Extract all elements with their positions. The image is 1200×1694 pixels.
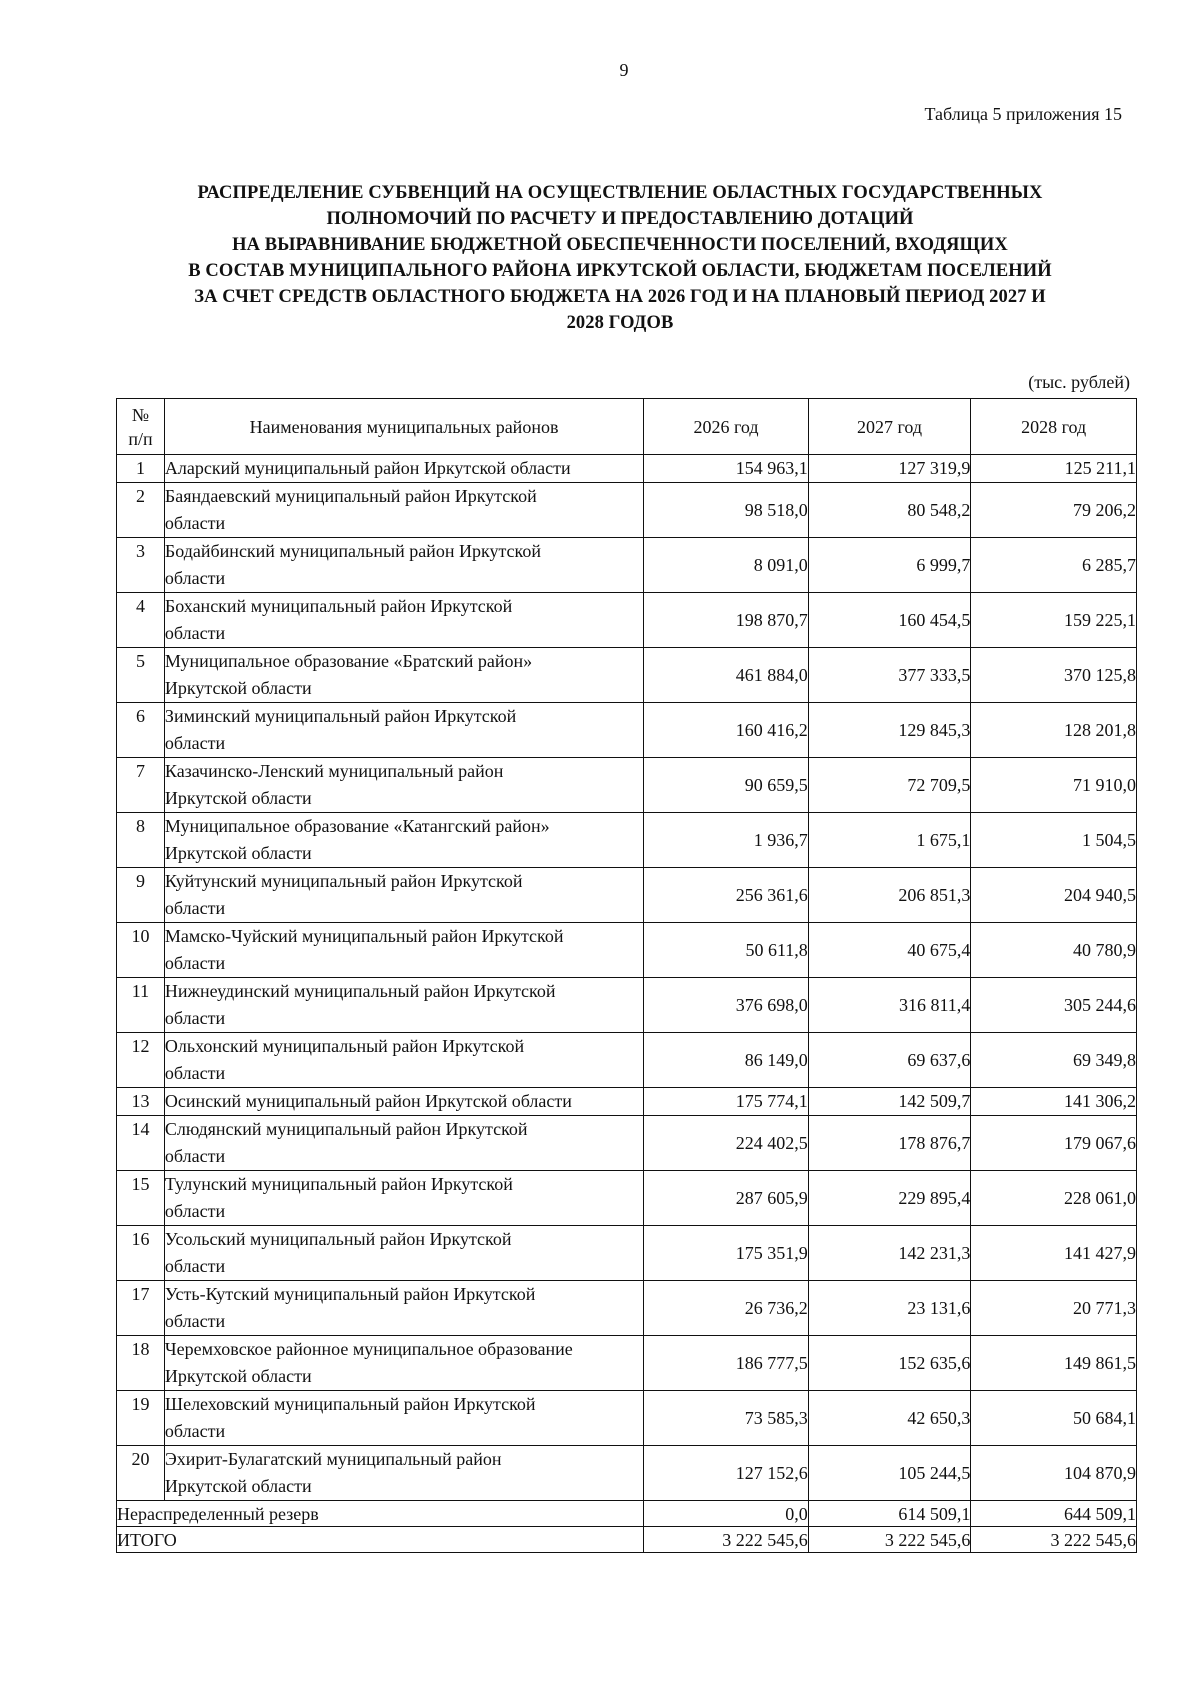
district-name (164, 455, 643, 483)
district-name-line2: области (164, 513, 226, 533)
district-name-line2: области (164, 733, 226, 753)
value-2027: 229 895,4 (808, 1171, 971, 1226)
value-2027: 127 319,9 (808, 455, 971, 483)
district-name (164, 648, 643, 703)
row-number: 19 (117, 1391, 165, 1446)
row-number: 7 (117, 758, 165, 813)
value-2028: 50 684,1 (971, 1391, 1137, 1446)
title-line: НА ВЫРАВНИВАНИЕ БЮДЖЕТНОЙ ОБЕСПЕЧЕННОСТИ ПОСЕЛЕНИЙ, ВХОДЯЩИХ (232, 235, 1008, 255)
value-2028: 228 061,0 (971, 1171, 1137, 1226)
value-2028: 1 504,5 (971, 813, 1137, 868)
header-2028: 2028 год (971, 399, 1137, 455)
row-number: 10 (117, 923, 165, 978)
district-name-line1: Зиминский муниципальный район Иркутской (164, 706, 517, 726)
value-2028: 179 067,6 (971, 1116, 1137, 1171)
table-row (117, 538, 1137, 593)
subvention-table (116, 398, 1137, 1553)
table-row (117, 593, 1137, 648)
district-name-line2: Иркутской области (164, 1476, 312, 1496)
value-2026: 127 152,6 (644, 1446, 809, 1501)
district-name (164, 1281, 643, 1336)
value-2028: 6 285,7 (971, 538, 1137, 593)
row-number: 15 (117, 1171, 165, 1226)
value-2028: 128 201,8 (971, 703, 1137, 758)
reserve-label: Нераспределенный резерв (117, 1501, 644, 1527)
table-row (117, 483, 1137, 538)
district-name-line1: Бодайбинский муниципальный район Иркутской (164, 541, 541, 561)
value-2026: 198 870,7 (644, 593, 809, 648)
district-name-line2: Иркутской области (164, 678, 312, 698)
total-2028: 3 222 545,6 (971, 1527, 1137, 1553)
header-num-symbol: № (131, 404, 150, 425)
district-name (164, 1446, 643, 1501)
value-2027: 72 709,5 (808, 758, 971, 813)
district-name-line2: области (164, 1146, 226, 1166)
value-2026: 86 149,0 (644, 1033, 809, 1088)
value-2028: 159 225,1 (971, 593, 1137, 648)
reserve-2028: 644 509,1 (971, 1501, 1137, 1527)
table-row (117, 703, 1137, 758)
table-row (117, 758, 1137, 813)
district-name-line2: Иркутской области (164, 788, 312, 808)
row-number: 2 (117, 483, 165, 538)
row-number: 8 (117, 813, 165, 868)
value-2026: 186 777,5 (644, 1336, 809, 1391)
value-2028: 204 940,5 (971, 868, 1137, 923)
district-name-line1: Слюдянский муниципальный район Иркутской (164, 1119, 528, 1139)
row-number: 3 (117, 538, 165, 593)
table-row (117, 813, 1137, 868)
district-name (164, 923, 643, 978)
district-name-line1: Черемховское районное муниципальное образование (164, 1339, 573, 1359)
value-2027: 129 845,3 (808, 703, 971, 758)
value-2027: 316 811,4 (808, 978, 971, 1033)
value-2028: 305 244,6 (971, 978, 1137, 1033)
district-name (164, 813, 643, 868)
district-name-line2: области (164, 1421, 226, 1441)
district-name-line1: Муниципальное образование «Братский район» (164, 651, 533, 671)
value-2027: 152 635,6 (808, 1336, 971, 1391)
value-2028: 104 870,9 (971, 1446, 1137, 1501)
value-2027: 1 675,1 (808, 813, 971, 868)
table-row (117, 1446, 1137, 1501)
row-number: 11 (117, 978, 165, 1033)
value-2028: 370 125,8 (971, 648, 1137, 703)
table-reference: Таблица 5 приложения 15 (924, 104, 1122, 124)
value-2027: 6 999,7 (808, 538, 971, 593)
row-number: 6 (117, 703, 165, 758)
value-2028: 125 211,1 (971, 455, 1137, 483)
district-name-line1: Усть-Кутский муниципальный район Иркутской (164, 1284, 536, 1304)
value-2026: 175 774,1 (644, 1088, 809, 1116)
district-name-line1: Мамско-Чуйский муниципальный район Иркутской (164, 926, 564, 946)
units-label: (тыс. рублей) (1028, 372, 1130, 392)
value-2027: 80 548,2 (808, 483, 971, 538)
district-name-line2: области (164, 623, 226, 643)
total-2026: 3 222 545,6 (644, 1527, 809, 1553)
reserve-row (117, 1501, 1137, 1527)
row-number: 20 (117, 1446, 165, 1501)
district-name-line1: Муниципальное образование «Катангский район» (164, 816, 550, 836)
district-name-line1: Аларский муниципальный район Иркутской области (164, 458, 571, 478)
row-number: 9 (117, 868, 165, 923)
district-name-line2: области (164, 1008, 226, 1028)
district-name (164, 1336, 643, 1391)
value-2026: 26 736,2 (644, 1281, 809, 1336)
header-num-abbr: п/п (128, 428, 153, 449)
district-name-line2: Иркутской области (164, 1366, 312, 1386)
district-name (164, 538, 643, 593)
district-name-line1: Боханский муниципальный район Иркутской (164, 596, 513, 616)
value-2028: 141 427,9 (971, 1226, 1137, 1281)
district-name (164, 1088, 643, 1116)
district-name-line2: области (164, 1063, 226, 1083)
table-row (117, 1281, 1137, 1336)
value-2028: 40 780,9 (971, 923, 1137, 978)
table-row (117, 1033, 1137, 1088)
row-number: 13 (117, 1088, 165, 1116)
value-2028: 20 771,3 (971, 1281, 1137, 1336)
reserve-2026: 0,0 (644, 1501, 809, 1527)
header-2026: 2026 год (644, 399, 809, 455)
district-name (164, 483, 643, 538)
header-2027: 2027 год (808, 399, 971, 455)
district-name-line2: области (164, 953, 226, 973)
value-2026: 224 402,5 (644, 1116, 809, 1171)
district-name-line1: Нижнеудинский муниципальный район Иркутской (164, 981, 556, 1001)
title-line: ПОЛНОМОЧИЙ ПО РАСЧЕТУ И ПРЕДОСТАВЛЕНИЮ ДОТАЦИЙ (326, 209, 914, 229)
title-line: РАСПРЕДЕЛЕНИЕ СУБВЕНЦИЙ НА ОСУЩЕСТВЛЕНИЕ ОБЛАСТНЫХ ГОСУДАРСТВЕННЫХ (197, 183, 1043, 203)
value-2028: 79 206,2 (971, 483, 1137, 538)
value-2026: 376 698,0 (644, 978, 809, 1033)
table-row (117, 648, 1137, 703)
document-title (110, 180, 1130, 336)
value-2026: 175 351,9 (644, 1226, 809, 1281)
value-2026: 8 091,0 (644, 538, 809, 593)
value-2028: 149 861,5 (971, 1336, 1137, 1391)
value-2027: 69 637,6 (808, 1033, 971, 1088)
district-name-line2: области (164, 898, 226, 918)
table-row (117, 868, 1137, 923)
title-line: В СОСТАВ МУНИЦИПАЛЬНОГО РАЙОНА ИРКУТСКОЙ ОБЛАСТИ, БЮДЖЕТАМ ПОСЕЛЕНИЙ (188, 261, 1052, 281)
row-number: 16 (117, 1226, 165, 1281)
row-number: 18 (117, 1336, 165, 1391)
district-name-line1: Казачинско-Ленский муниципальный район (164, 761, 504, 781)
row-number: 5 (117, 648, 165, 703)
value-2026: 160 416,2 (644, 703, 809, 758)
value-2028: 71 910,0 (971, 758, 1137, 813)
value-2027: 178 876,7 (808, 1116, 971, 1171)
total-row (117, 1527, 1137, 1553)
district-name-line2: Иркутской области (164, 843, 312, 863)
value-2027: 160 454,5 (808, 593, 971, 648)
value-2027: 206 851,3 (808, 868, 971, 923)
value-2026: 73 585,3 (644, 1391, 809, 1446)
district-name (164, 593, 643, 648)
value-2027: 142 509,7 (808, 1088, 971, 1116)
district-name (164, 758, 643, 813)
reserve-2027: 614 509,1 (808, 1501, 971, 1527)
header-num (117, 399, 165, 455)
table-row (117, 1336, 1137, 1391)
title-line: ЗА СЧЕТ СРЕДСТВ ОБЛАСТНОГО БЮДЖЕТА НА 2026 ГОД И НА ПЛАНОВЫЙ ПЕРИОД 2027 И (194, 287, 1046, 307)
row-number: 14 (117, 1116, 165, 1171)
district-name-line2: области (164, 1256, 226, 1276)
district-name (164, 978, 643, 1033)
district-name (164, 868, 643, 923)
value-2026: 98 518,0 (644, 483, 809, 538)
value-2026: 287 605,9 (644, 1171, 809, 1226)
value-2026: 90 659,5 (644, 758, 809, 813)
district-name (164, 1171, 643, 1226)
district-name-line1: Усольский муниципальный район Иркутской (164, 1229, 512, 1249)
table-row (117, 1171, 1137, 1226)
district-name (164, 1116, 643, 1171)
district-name-line1: Осинский муниципальный район Иркутской области (164, 1091, 572, 1111)
value-2026: 1 936,7 (644, 813, 809, 868)
value-2027: 105 244,5 (808, 1446, 971, 1501)
value-2027: 23 131,6 (808, 1281, 971, 1336)
value-2027: 42 650,3 (808, 1391, 971, 1446)
total-label: ИТОГО (117, 1527, 644, 1553)
district-name-line1: Баяндаевский муниципальный район Иркутской (164, 486, 537, 506)
district-name (164, 1391, 643, 1446)
table-row (117, 1391, 1137, 1446)
row-number: 17 (117, 1281, 165, 1336)
table-row (117, 455, 1137, 483)
header-name: Наименования муниципальных районов (164, 399, 643, 455)
district-name-line1: Эхирит-Булагатский муниципальный район (164, 1449, 502, 1469)
value-2026: 461 884,0 (644, 648, 809, 703)
value-2027: 377 333,5 (808, 648, 971, 703)
row-number: 4 (117, 593, 165, 648)
value-2026: 50 611,8 (644, 923, 809, 978)
district-name (164, 1226, 643, 1281)
district-name-line2: области (164, 568, 226, 588)
page-number: 9 (619, 60, 629, 80)
table-row (117, 978, 1137, 1033)
value-2027: 40 675,4 (808, 923, 971, 978)
district-name-line2: области (164, 1201, 226, 1221)
table-row (117, 1088, 1137, 1116)
district-name-line1: Куйтунский муниципальный район Иркутской (164, 871, 523, 891)
district-name-line1: Тулунский муниципальный район Иркутской (164, 1174, 513, 1194)
value-2028: 69 349,8 (971, 1033, 1137, 1088)
table-header-row (117, 399, 1137, 455)
table-row (117, 1116, 1137, 1171)
value-2026: 256 361,6 (644, 868, 809, 923)
district-name (164, 1033, 643, 1088)
title-line: 2028 ГОДОВ (566, 313, 674, 333)
value-2028: 141 306,2 (971, 1088, 1137, 1116)
district-name-line1: Ольхонский муниципальный район Иркутской (164, 1036, 525, 1056)
value-2026: 154 963,1 (644, 455, 809, 483)
value-2027: 142 231,3 (808, 1226, 971, 1281)
table-row (117, 1226, 1137, 1281)
row-number: 12 (117, 1033, 165, 1088)
total-2027: 3 222 545,6 (808, 1527, 971, 1553)
district-name (164, 703, 643, 758)
district-name-line2: области (164, 1311, 226, 1331)
row-number: 1 (117, 455, 165, 483)
district-name-line1: Шелеховский муниципальный район Иркутской (164, 1394, 536, 1414)
table-row (117, 923, 1137, 978)
